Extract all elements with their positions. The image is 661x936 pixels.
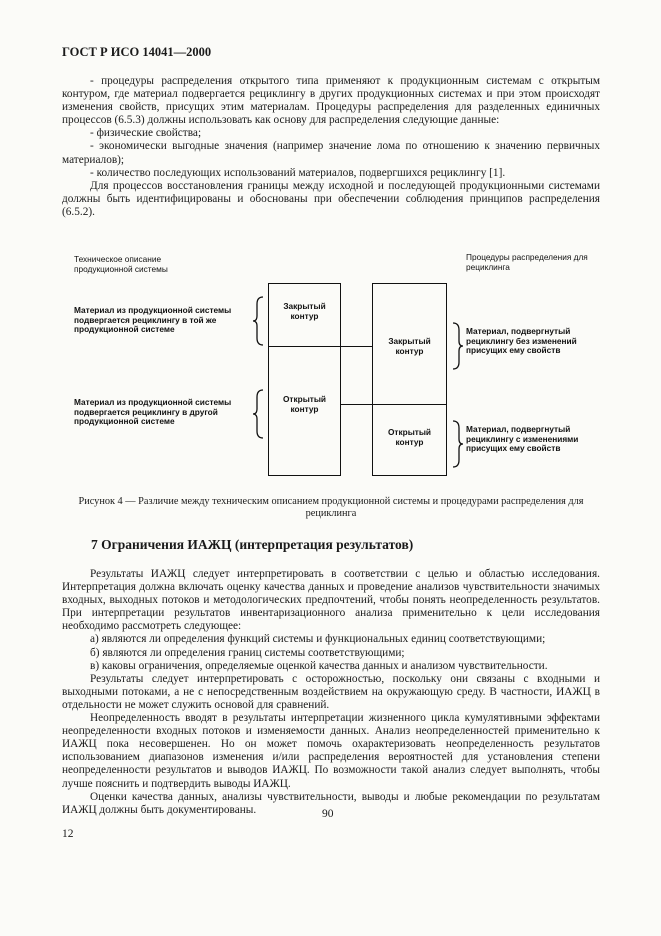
brace-icon: [252, 296, 266, 346]
section-list-item: в) каковы ограничения, определяемые оценкой качества данных и анализом чувствительности.: [90, 659, 548, 672]
box1-open-loop: Открытый контур: [282, 394, 327, 414]
right-label-top: Материал, подвергнутый рециклингу без изменений присущих ему свойств: [466, 326, 577, 356]
left-heading: Техническое описание продукционной системы: [74, 254, 168, 274]
section-list-item: а) являются ли определения функций системы и функциональных единиц соответствующими;: [90, 633, 546, 646]
intro-paragraph: - физические свойства;: [90, 127, 202, 140]
left-label-bottom: Материал из продукционной системы подвергается рециклингу в другой продукционной системе: [74, 397, 232, 427]
section-text: [62, 568, 600, 817]
intro-paragraph: Для процессов восстановления границы между исходной и последующей продукционными системами должны быть идентифицированы и обоснованы при обеспечении соблюдения принципов распределения (6.5.2).: [62, 179, 600, 218]
right-label-bottom: Материал, подвергнутый рециклингу с изменениями присущих ему свойств: [466, 424, 579, 454]
brace-icon: [450, 322, 464, 370]
section-paragraph: Оценки качества данных, анализы чувствительности, выводы и любые рекомендации по результатам ИАЖЦ должны быть документированы.: [62, 790, 600, 816]
brace-icon: [450, 420, 464, 468]
right-heading: Процедуры распределения для рециклинга: [466, 252, 588, 272]
divider: [372, 404, 447, 405]
section-paragraph: Неопределенность вводят в результаты интерпретации жизненного цикла кумулятивными эффектами неопределенности входных потоков и изменяемости данных. Анализ неопределенностей применительно к ИАЖЦ пока несовершенен. Но он может помочь охарактеризовать неопределенность результатов использованием диапазонов изменения и/или распределения вероятностей для установления степени неопределенности результатов и выводов ИАЖЦ. По возможности такой анализ следует выполнять, чтобы лучше пояснить и подтвердить выводы ИАЖЦ.: [62, 712, 600, 790]
intro-paragraph: - процедуры распределения открытого типа применяют к продукционным системам с открытым контуром, где материал подвергается рециклингу в других продукционных системах и при этом происходят изменения свойств, присущих этим материалам. Процедуры распределения для разделенных единичных процессов (6.5.3) должны использовать как основу для распределения следующие данные:: [62, 75, 600, 127]
box2-closed-loop: Закрытый контур: [388, 336, 431, 356]
page-number: 12: [62, 828, 74, 840]
section-title: 7 Ограничения ИАЖЦ (интерпретация результатов): [91, 537, 414, 552]
section-list-item: б) являются ли определения границ системы соответствующими;: [90, 646, 405, 659]
intro-paragraph: - экономически выгодные значения (например значение лома по отношению к значению первичных материалов);: [62, 140, 600, 166]
box2-open-loop: Открытый контур: [387, 427, 432, 447]
connector: [341, 404, 372, 405]
left-label-top: Материал из продукционной системы подвергается рециклингу в той же продукционной системе: [74, 305, 232, 335]
document-header: ГОСТ Р ИСО 14041—2000: [62, 45, 212, 59]
intro-paragraph: - количество последующих использований материалов, подвергшихся рециклингу [1].: [90, 166, 506, 179]
page-number-center: 90: [322, 808, 334, 820]
divider: [268, 346, 341, 347]
section-paragraph: Результаты следует интерпретировать с осторожностью, поскольку они связаны с входными и выходными потоками, а не с непосредственным воздействием на окружающую среду. В частности, ИАЖЦ в отдельности не может служить основой для сравнений.: [62, 672, 600, 711]
box1-closed-loop: Закрытый контур: [283, 301, 326, 321]
section-paragraph: Результаты ИАЖЦ следует интерпретировать в соответствии с целью и областью исследования. Интерпретация должна включать оценку качества данных и проведение анализов чувствительности значимых входных, выходных потоков и методологических предпочтений, чтобы понять неопределенность результатов. При интерпретации результатов инвентаризационного анализа применительно к цели исследования необходимо рассмотреть следующее:: [62, 568, 600, 633]
figure-caption: Рисунок 4 — Различие между техническим описанием продукционной системы и процедурами распределения для рециклинга: [78, 496, 584, 519]
brace-icon: [252, 389, 266, 439]
intro-text: [62, 75, 600, 219]
connector: [341, 346, 372, 347]
